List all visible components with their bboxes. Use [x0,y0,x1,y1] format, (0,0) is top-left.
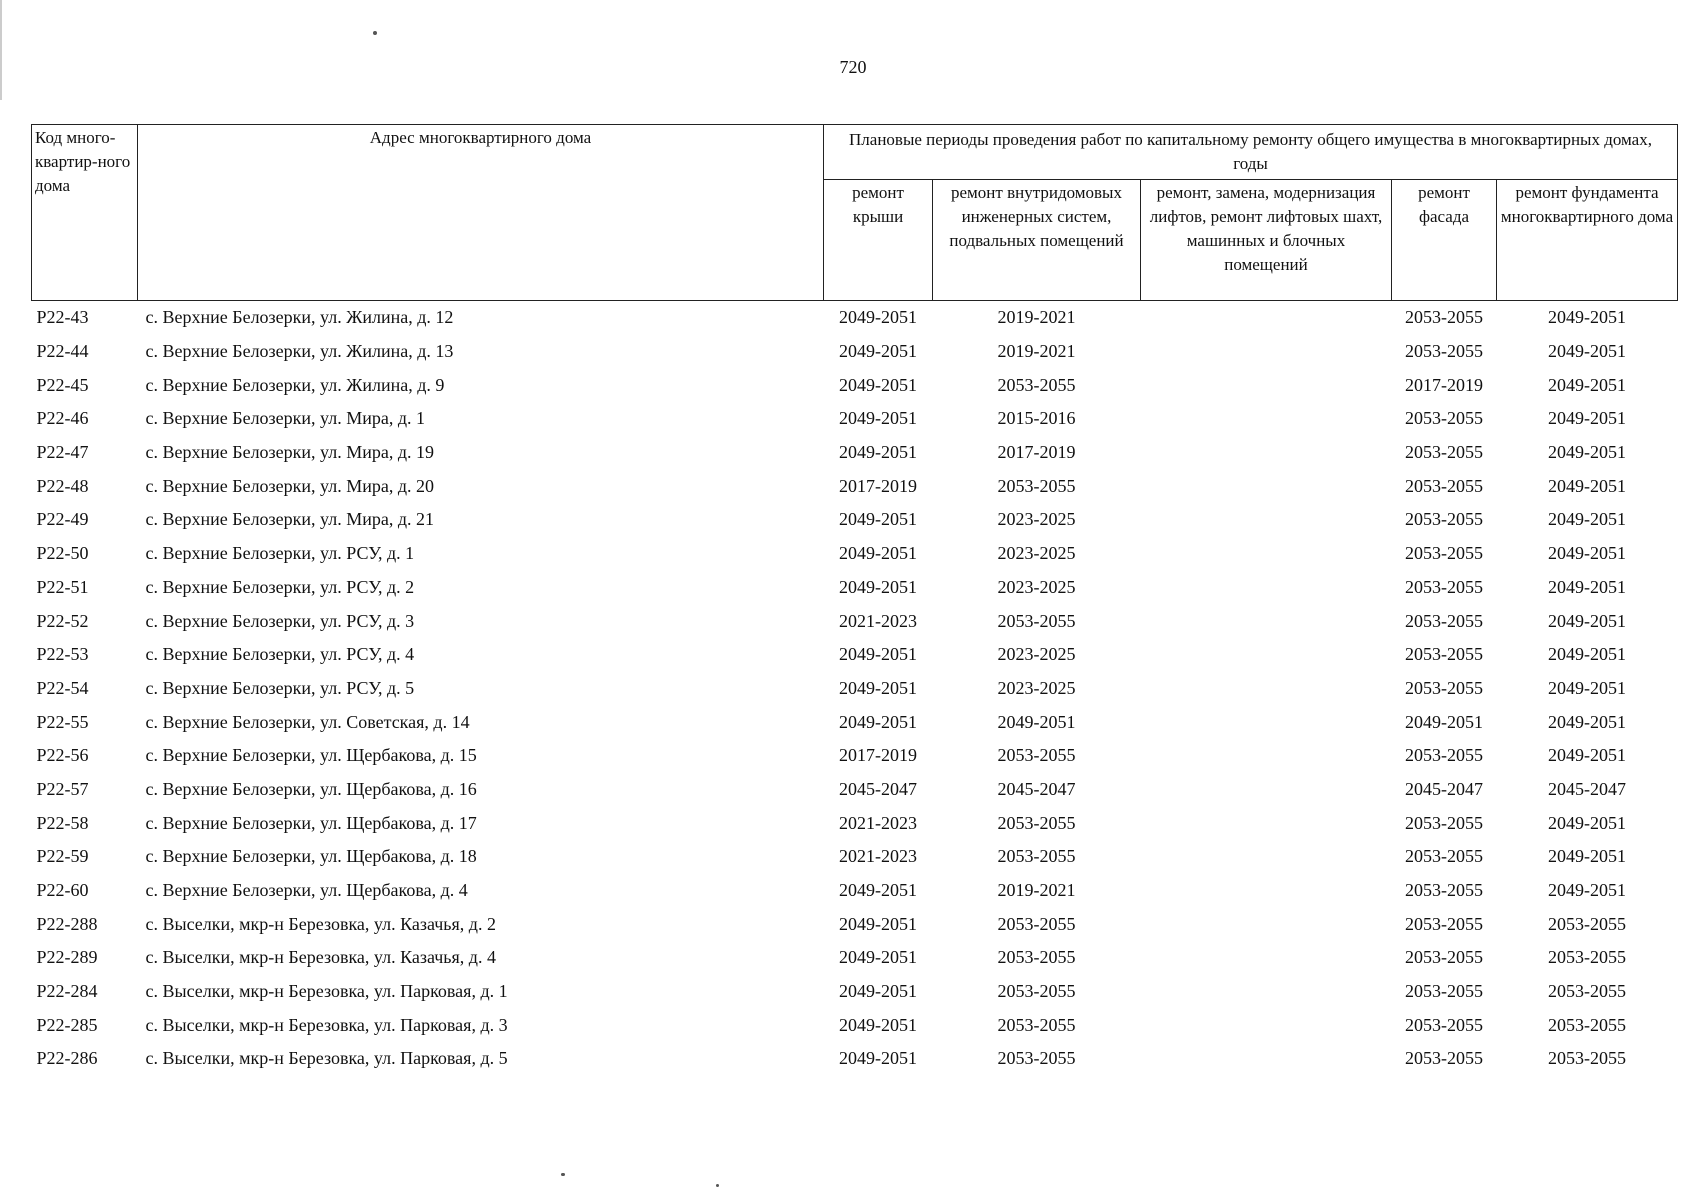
cell-roof: 2049-2051 [839,880,917,901]
cell-elevators [1141,672,1392,706]
cell-foundation: 2049-2051 [1548,576,1626,597]
cell-code: Р22-46 [36,408,89,429]
cell-facade: 2053-2055 [1405,846,1483,867]
cell-facade: 2053-2055 [1405,880,1483,901]
cell-foundation: 2049-2051 [1548,475,1626,496]
cell-facade: 2053-2055 [1405,610,1483,631]
cell-roof: 2049-2051 [839,981,917,1002]
cell-engineering: 2049-2051 [997,711,1076,732]
cell-roof: 2049-2051 [839,1014,917,1035]
cell-elevators [1141,874,1392,908]
cell-foundation: 2049-2051 [1548,408,1626,429]
cell-engineering: 2053-2055 [997,913,1076,934]
cell-elevators [1141,503,1392,537]
cell-roof: 2021-2023 [839,846,917,867]
cell-address: с. Верхние Белозерки, ул. Щербакова, д. 18 [145,846,477,867]
scan-speck [716,1184,719,1187]
cell-elevators [1141,1042,1392,1076]
cell-address: с. Верхние Белозерки, ул. Щербакова, д. 17 [145,812,477,833]
cell-facade: 2017-2019 [1405,374,1483,395]
cell-elevators [1141,436,1392,470]
cell-foundation: 2049-2051 [1548,644,1626,665]
header-foundation: ремонт фундамента многоквартирного дома [1497,180,1678,301]
cell-engineering: 2023-2025 [997,677,1076,698]
cell-roof: 2049-2051 [839,442,917,463]
header-address: Адрес многоквартирного дома [138,125,824,301]
table-row [32,1042,1678,1076]
table-row [32,773,1678,807]
cell-address: с. Верхние Белозерки, ул. РСУ, д. 3 [145,610,415,631]
cell-facade: 2053-2055 [1405,745,1483,766]
cell-address: с. Верхние Белозерки, ул. РСУ, д. 1 [145,543,415,564]
table-row [32,672,1678,706]
cell-facade: 2053-2055 [1405,812,1483,833]
cell-engineering: 2023-2025 [997,644,1076,665]
cell-address: с. Выселки, мкр-н Березовка, ул. Парковая, д. 3 [145,1014,508,1035]
cell-elevators [1141,335,1392,369]
table-row [32,368,1678,402]
cell-address: с. Верхние Белозерки, ул. Жилина, д. 12 [145,307,454,328]
cell-engineering: 2019-2021 [997,307,1076,328]
table-row [32,604,1678,638]
cell-address: с. Верхние Белозерки, ул. Мира, д. 21 [145,509,435,530]
cell-roof: 2049-2051 [839,576,917,597]
cell-engineering: 2015-2016 [997,408,1076,429]
cell-code: Р22-57 [36,778,89,799]
cell-elevators [1141,638,1392,672]
cell-roof: 2045-2047 [839,778,917,799]
table-row [32,1008,1678,1042]
cell-elevators [1141,840,1392,874]
cell-elevators [1141,773,1392,807]
cell-engineering: 2053-2055 [997,947,1076,968]
cell-foundation: 2045-2047 [1548,778,1626,799]
cell-facade: 2053-2055 [1405,981,1483,1002]
cell-code: Р22-284 [36,981,98,1002]
header-roof: ремонт крыши [824,180,933,301]
cell-facade: 2053-2055 [1405,644,1483,665]
table-row [32,705,1678,739]
cell-foundation: 2053-2055 [1548,981,1626,1002]
cell-foundation: 2049-2051 [1548,846,1626,867]
cell-foundation: 2049-2051 [1548,509,1626,530]
table-row [32,739,1678,773]
table-row [32,571,1678,605]
cell-foundation: 2053-2055 [1548,1014,1626,1035]
cell-elevators [1141,975,1392,1009]
cell-address: с. Верхние Белозерки, ул. РСУ, д. 5 [145,677,415,698]
cell-address: с. Верхние Белозерки, ул. Щербакова, д. 16 [145,778,477,799]
table-row [32,806,1678,840]
cell-address: с. Верхние Белозерки, ул. Мира, д. 19 [145,442,435,463]
cell-code: Р22-59 [36,846,89,867]
table-row [32,301,1678,335]
cell-engineering: 2053-2055 [997,745,1076,766]
capital-repair-table [31,124,1678,1076]
cell-facade: 2053-2055 [1405,442,1483,463]
cell-roof: 2049-2051 [839,711,917,732]
cell-engineering: 2017-2019 [997,442,1076,463]
cell-code: Р22-286 [36,1048,98,1069]
header-facade: ремонт фасада [1392,180,1497,301]
table-row [32,941,1678,975]
cell-engineering: 2053-2055 [997,1048,1076,1069]
cell-address: с. Выселки, мкр-н Березовка, ул. Парковая, д. 5 [145,1048,508,1069]
cell-facade: 2053-2055 [1405,947,1483,968]
cell-elevators [1141,907,1392,941]
cell-facade: 2053-2055 [1405,408,1483,429]
cell-foundation: 2049-2051 [1548,880,1626,901]
cell-foundation: 2053-2055 [1548,1048,1626,1069]
scan-speck [373,31,377,35]
cell-facade: 2053-2055 [1405,509,1483,530]
table-row [32,874,1678,908]
cell-address: с. Выселки, мкр-н Березовка, ул. Парковая, д. 1 [145,981,508,1002]
cell-code: Р22-51 [36,576,89,597]
cell-engineering: 2053-2055 [997,610,1076,631]
cell-elevators [1141,705,1392,739]
cell-foundation: 2049-2051 [1548,711,1626,732]
cell-engineering: 2045-2047 [997,778,1076,799]
cell-code: Р22-44 [36,341,89,362]
cell-roof: 2049-2051 [839,341,917,362]
cell-elevators [1141,469,1392,503]
cell-roof: 2049-2051 [839,947,917,968]
cell-address: с. Верхние Белозерки, ул. РСУ, д. 2 [145,576,415,597]
cell-elevators [1141,739,1392,773]
cell-foundation: 2049-2051 [1548,543,1626,564]
table-header [32,125,1678,301]
cell-code: Р22-289 [36,947,98,968]
scan-edge-mark [0,0,2,100]
cell-facade: 2053-2055 [1405,677,1483,698]
cell-elevators [1141,941,1392,975]
scan-speck [561,1173,565,1176]
cell-roof: 2049-2051 [839,1048,917,1069]
cell-roof: 2049-2051 [839,374,917,395]
header-periods-group: Плановые периоды проведения работ по капитальному ремонту общего имущества в многоквартирных домах, годы [824,125,1678,180]
cell-elevators [1141,301,1392,335]
cell-engineering: 2019-2021 [997,341,1076,362]
cell-foundation: 2049-2051 [1548,812,1626,833]
cell-address: с. Верхние Белозерки, ул. Мира, д. 20 [145,475,435,496]
cell-engineering: 2023-2025 [997,543,1076,564]
cell-roof: 2049-2051 [839,509,917,530]
cell-facade: 2053-2055 [1405,913,1483,934]
cell-address: с. Верхние Белозерки, ул. Мира, д. 1 [145,408,426,429]
cell-foundation: 2049-2051 [1548,341,1626,362]
cell-address: с. Верхние Белозерки, ул. Жилина, д. 13 [145,341,454,362]
cell-foundation: 2053-2055 [1548,913,1626,934]
cell-elevators [1141,1008,1392,1042]
cell-roof: 2049-2051 [839,913,917,934]
cell-foundation: 2049-2051 [1548,610,1626,631]
cell-code: Р22-47 [36,442,89,463]
cell-foundation: 2049-2051 [1548,745,1626,766]
cell-facade: 2053-2055 [1405,341,1483,362]
cell-foundation: 2049-2051 [1548,677,1626,698]
cell-facade: 2049-2051 [1405,711,1483,732]
page-number-text: 720 [839,57,867,77]
cell-code: Р22-43 [36,307,89,328]
cell-address: с. Верхние Белозерки, ул. Щербакова, д. 15 [145,745,477,766]
header-engineering: ремонт внутридомовых инженерных систем, подвальных помещений [933,180,1141,301]
cell-code: Р22-53 [36,644,89,665]
cell-engineering: 2053-2055 [997,846,1076,867]
header-elevators: ремонт, замена, модернизация лифтов, ремонт лифтовых шахт, машинных и блочных помещений [1141,180,1392,301]
cell-code: Р22-58 [36,812,89,833]
table-row [32,537,1678,571]
table-row [32,469,1678,503]
cell-code: Р22-52 [36,610,89,631]
cell-roof: 2049-2051 [839,307,917,328]
cell-engineering: 2023-2025 [997,509,1076,530]
cell-elevators [1141,604,1392,638]
cell-engineering: 2053-2055 [997,981,1076,1002]
cell-engineering: 2053-2055 [997,812,1076,833]
table-row [32,907,1678,941]
cell-elevators [1141,537,1392,571]
page-number [0,57,1706,78]
cell-roof: 2049-2051 [839,677,917,698]
cell-foundation: 2049-2051 [1548,374,1626,395]
cell-address: с. Выселки, мкр-н Березовка, ул. Казачья, д. 4 [145,947,496,968]
cell-engineering: 2023-2025 [997,576,1076,597]
cell-engineering: 2019-2021 [997,880,1076,901]
table-row [32,638,1678,672]
cell-foundation: 2053-2055 [1548,947,1626,968]
cell-engineering: 2053-2055 [997,374,1076,395]
cell-code: Р22-288 [36,913,98,934]
cell-roof: 2049-2051 [839,543,917,564]
table-row [32,402,1678,436]
cell-facade: 2053-2055 [1405,543,1483,564]
table-row [32,840,1678,874]
cell-engineering: 2053-2055 [997,475,1076,496]
cell-elevators [1141,402,1392,436]
cell-code: Р22-54 [36,677,89,698]
cell-address: с. Верхние Белозерки, ул. Советская, д. 14 [145,711,470,732]
cell-address: с. Верхние Белозерки, ул. РСУ, д. 4 [145,644,415,665]
cell-roof: 2021-2023 [839,812,917,833]
cell-code: Р22-56 [36,745,89,766]
cell-code: Р22-50 [36,543,89,564]
table-row [32,436,1678,470]
cell-code: Р22-48 [36,475,89,496]
cell-facade: 2053-2055 [1405,1048,1483,1069]
cell-facade: 2053-2055 [1405,475,1483,496]
cell-elevators [1141,806,1392,840]
table-row [32,335,1678,369]
cell-roof: 2021-2023 [839,610,917,631]
cell-roof: 2017-2019 [839,745,917,766]
cell-engineering: 2053-2055 [997,1014,1076,1035]
cell-foundation: 2049-2051 [1548,307,1626,328]
cell-foundation: 2049-2051 [1548,442,1626,463]
cell-elevators [1141,571,1392,605]
cell-facade: 2053-2055 [1405,576,1483,597]
header-code: Код много-квартир-ного дома [32,125,138,301]
cell-roof: 2017-2019 [839,475,917,496]
table-row [32,503,1678,537]
cell-facade: 2053-2055 [1405,307,1483,328]
cell-elevators [1141,368,1392,402]
cell-code: Р22-45 [36,374,89,395]
table-body [32,301,1678,1076]
cell-code: Р22-285 [36,1014,98,1035]
cell-address: с. Выселки, мкр-н Березовка, ул. Казачья, д. 2 [145,913,496,934]
cell-code: Р22-55 [36,711,89,732]
cell-address: с. Верхние Белозерки, ул. Щербакова, д. 4 [145,880,468,901]
cell-code: Р22-49 [36,509,89,530]
table-row [32,975,1678,1009]
cell-code: Р22-60 [36,880,89,901]
cell-address: с. Верхние Белозерки, ул. Жилина, д. 9 [145,374,445,395]
cell-facade: 2053-2055 [1405,1014,1483,1035]
cell-roof: 2049-2051 [839,644,917,665]
cell-facade: 2045-2047 [1405,778,1483,799]
cell-roof: 2049-2051 [839,408,917,429]
